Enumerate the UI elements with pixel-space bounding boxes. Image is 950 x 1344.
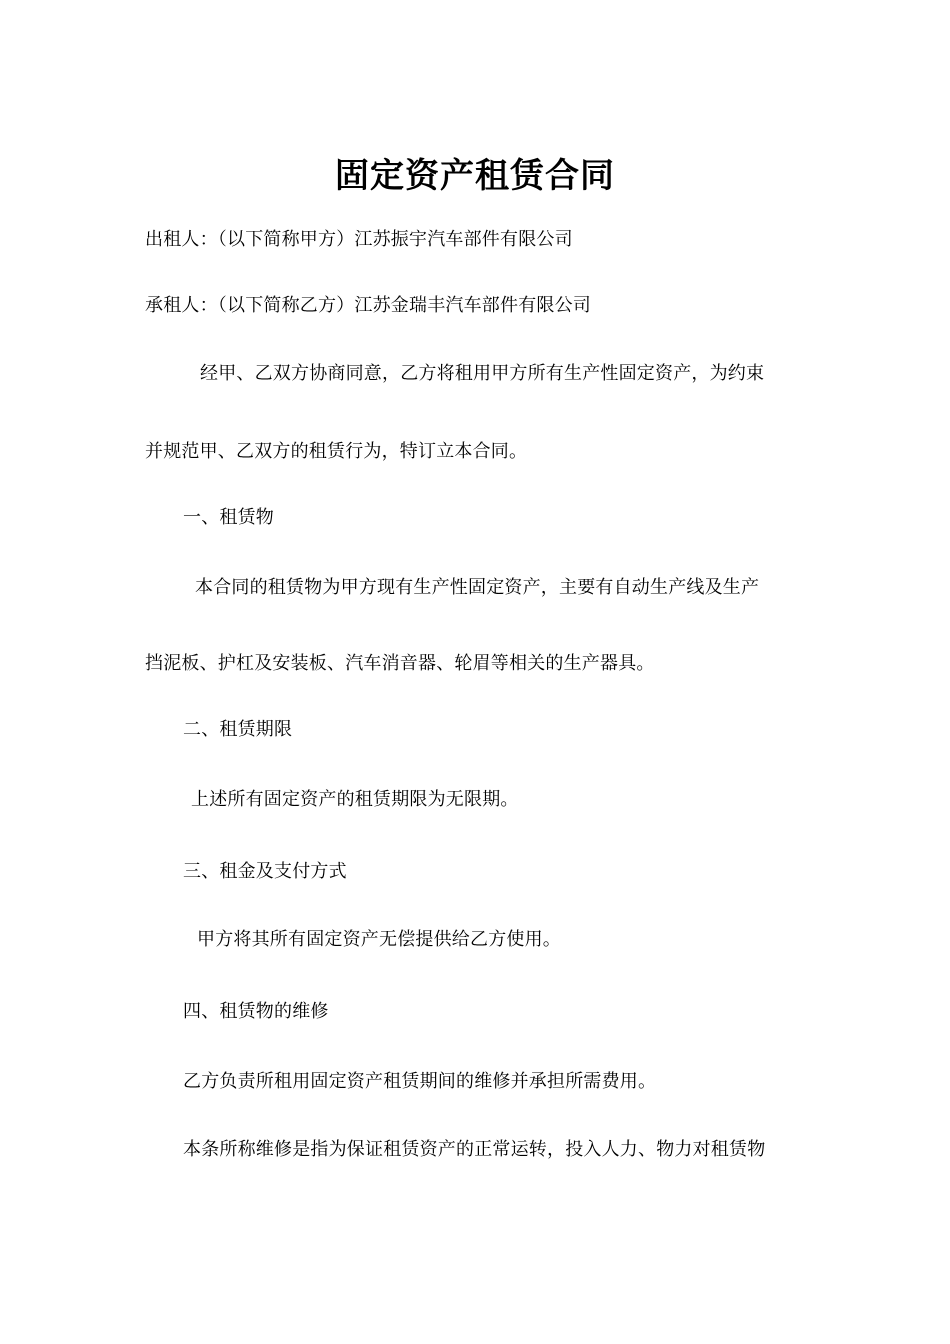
section-4-paragraph-line-2: 本条所称维修是指为保证租赁资产的正常运转，投入人力、物力对租赁物 xyxy=(183,1139,766,1160)
section-2-heading: 二、租赁期限 xyxy=(183,719,293,740)
section-1-heading: 一、租赁物 xyxy=(183,507,274,528)
page-title: 固定资产租赁合同 xyxy=(335,156,615,196)
section-4-paragraph-line-1: 乙方负责所租用固定资产租赁期间的维修并承担所需费用。 xyxy=(183,1071,657,1092)
section-4-heading: 四、租赁物的维修 xyxy=(183,1001,329,1022)
section-3-paragraph: 甲方将其所有固定资产无偿提供给乙方使用。 xyxy=(197,929,561,950)
section-1-paragraph-line-1: 本合同的租赁物为甲方现有生产性固定资产，主要有自动生产线及生产 xyxy=(195,577,760,598)
section-1-paragraph-line-2: 挡泥板、护杠及安装板、汽车消音器、轮眉等相关的生产器具。 xyxy=(145,653,655,674)
intro-paragraph-line-2: 并规范甲、乙双方的租赁行为，特订立本合同。 xyxy=(145,441,528,462)
lessee-line: 承租人：（以下简称乙方）江苏金瑞丰汽车部件有限公司 xyxy=(145,295,591,316)
intro-paragraph-line-1: 经甲、乙双方协商同意，乙方将租用甲方所有生产性固定资产，为约束 xyxy=(200,363,765,384)
section-2-paragraph: 上述所有固定资产的租赁期限为无限期。 xyxy=(191,789,519,810)
lessor-line: 出租人：（以下简称甲方）江苏振宇汽车部件有限公司 xyxy=(145,229,573,250)
section-3-heading: 三、租金及支付方式 xyxy=(183,861,347,882)
